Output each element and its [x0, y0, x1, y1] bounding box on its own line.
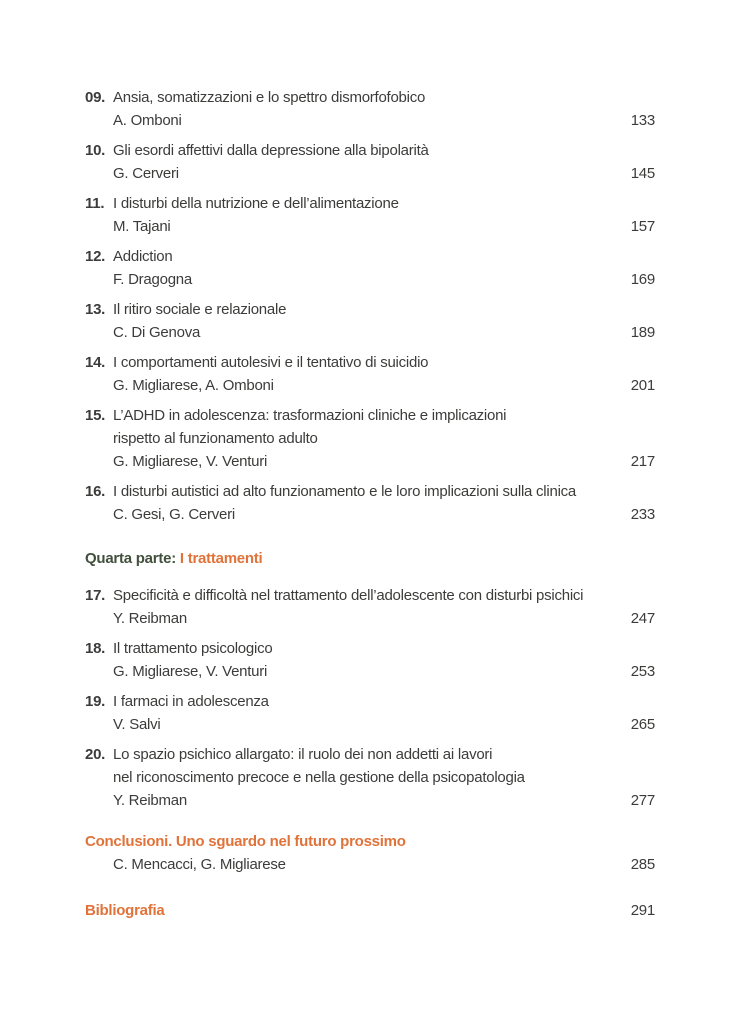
chapter-authors: V. Salvi	[113, 716, 161, 733]
page-number: 233	[630, 506, 655, 523]
chapter-number: 16.	[85, 483, 106, 500]
chapter-title: nel riconoscimento precoce e nella gestione della psicopatologia	[113, 769, 525, 786]
chapter-number: 14.	[85, 354, 106, 371]
page-number: 217	[630, 453, 655, 470]
toc-entry	[85, 743, 655, 812]
toc-entry	[85, 351, 655, 397]
toc-entry	[85, 298, 655, 344]
page-number: 201	[630, 377, 655, 394]
section-prefix: Quarta parte:	[85, 550, 176, 567]
page-number: 145	[630, 165, 655, 182]
chapter-meta-row	[113, 607, 655, 630]
chapter-title: Gli esordi affettivi dalla depressione alla bipolarità	[113, 142, 429, 159]
chapter-meta-row	[113, 374, 655, 397]
chapter-body	[113, 139, 655, 185]
page-number: 247	[630, 610, 655, 627]
chapter-title: rispetto al funzionamento adulto	[113, 430, 318, 447]
chapter-authors: G. Migliarese, V. Venturi	[113, 453, 268, 470]
special-meta-row	[85, 853, 655, 876]
special-authors: C. Mencacci, G. Migliarese	[113, 856, 286, 873]
toc-entry	[85, 404, 655, 473]
chapter-meta-row	[113, 789, 655, 812]
chapter-title: Specificità e difficoltà nel trattamento dell’adolescente con disturbi psichici	[113, 587, 584, 604]
toc-entry	[85, 86, 655, 132]
chapter-number: 09.	[85, 89, 106, 106]
chapter-body	[113, 637, 655, 683]
toc-entry	[85, 480, 655, 526]
chapter-title: Il trattamento psicologico	[113, 640, 273, 657]
toc-entry	[85, 245, 655, 291]
chapter-meta-row	[113, 162, 655, 185]
page-number: 169	[630, 271, 655, 288]
toc-entry	[85, 584, 655, 630]
toc-entry	[85, 139, 655, 185]
chapter-title: I disturbi della nutrizione e dell’alimentazione	[113, 195, 399, 212]
page-number: 265	[630, 716, 655, 733]
chapter-number: 13.	[85, 301, 106, 318]
chapter-title: I disturbi autistici ad alto funzionamento e le loro implicazioni sulla clinica	[113, 483, 576, 500]
toc-entry	[85, 637, 655, 683]
chapter-number: 18.	[85, 640, 106, 657]
chapter-body	[113, 298, 655, 344]
chapter-body	[113, 584, 655, 630]
chapter-meta-row	[113, 109, 655, 132]
special-title: Bibliografia	[85, 902, 165, 919]
page-number: 133	[630, 112, 655, 129]
special-title-row	[85, 830, 655, 853]
chapter-number: 19.	[85, 693, 106, 710]
table-of-contents	[85, 86, 655, 929]
chapter-title: L’ADHD in adolescenza: trasformazioni cliniche e implicazioni	[113, 407, 507, 424]
special-title-row	[85, 899, 655, 922]
special-title: Conclusioni. Uno sguardo nel futuro prossimo	[85, 833, 406, 850]
chapter-title: Lo spazio psichico allargato: il ruolo dei non addetti ai lavori	[113, 746, 493, 763]
chapter-authors: Y. Reibman	[113, 792, 187, 809]
chapter-authors: G. Migliarese, V. Venturi	[113, 663, 268, 680]
toc-entry	[85, 192, 655, 238]
page-number: 253	[630, 663, 655, 680]
chapter-body	[113, 480, 655, 526]
page-number: 291	[630, 902, 655, 919]
chapter-meta-row	[113, 660, 655, 683]
chapter-authors: G. Migliarese, A. Omboni	[113, 377, 274, 394]
chapter-meta-row	[113, 268, 655, 291]
chapter-body	[113, 192, 655, 238]
section-header	[85, 547, 655, 570]
chapter-number: 11.	[85, 195, 105, 212]
toc-entry	[85, 690, 655, 736]
chapter-number: 15.	[85, 407, 106, 424]
chapter-meta-row	[113, 215, 655, 238]
chapter-body	[113, 690, 655, 736]
chapter-body	[113, 404, 655, 473]
chapter-title: I comportamenti autolesivi e il tentativo di suicidio	[113, 354, 429, 371]
chapter-authors: M. Tajani	[113, 218, 171, 235]
chapter-meta-row	[113, 450, 655, 473]
chapter-body	[113, 86, 655, 132]
chapter-body	[113, 351, 655, 397]
special-entry	[85, 899, 655, 922]
page-number: 189	[630, 324, 655, 341]
page-number: 285	[630, 856, 655, 873]
chapter-meta-row	[113, 503, 655, 526]
chapter-number: 17.	[85, 587, 106, 604]
chapter-number: 12.	[85, 248, 106, 265]
chapter-authors: C. Di Genova	[113, 324, 201, 341]
page-number: 157	[630, 218, 655, 235]
chapter-meta-row	[113, 713, 655, 736]
page-number: 277	[630, 792, 655, 809]
chapter-number: 20.	[85, 746, 106, 763]
chapter-title: Addiction	[113, 248, 173, 265]
chapter-title: Il ritiro sociale e relazionale	[113, 301, 287, 318]
chapter-body	[113, 743, 655, 812]
chapter-authors: Y. Reibman	[113, 610, 187, 627]
chapter-title: I farmaci in adolescenza	[113, 693, 269, 710]
chapter-authors: A. Omboni	[113, 112, 182, 129]
special-entry	[85, 830, 655, 876]
chapter-authors: F. Dragogna	[113, 271, 192, 288]
chapter-authors: C. Gesi, G. Cerveri	[113, 506, 235, 523]
chapter-meta-row	[113, 321, 655, 344]
chapter-authors: G. Cerveri	[113, 165, 179, 182]
chapter-number: 10.	[85, 142, 106, 159]
chapter-body	[113, 245, 655, 291]
section-title-accent: I trattamenti	[179, 550, 263, 567]
chapter-title: Ansia, somatizzazioni e lo spettro dismorfofobico	[113, 89, 426, 106]
